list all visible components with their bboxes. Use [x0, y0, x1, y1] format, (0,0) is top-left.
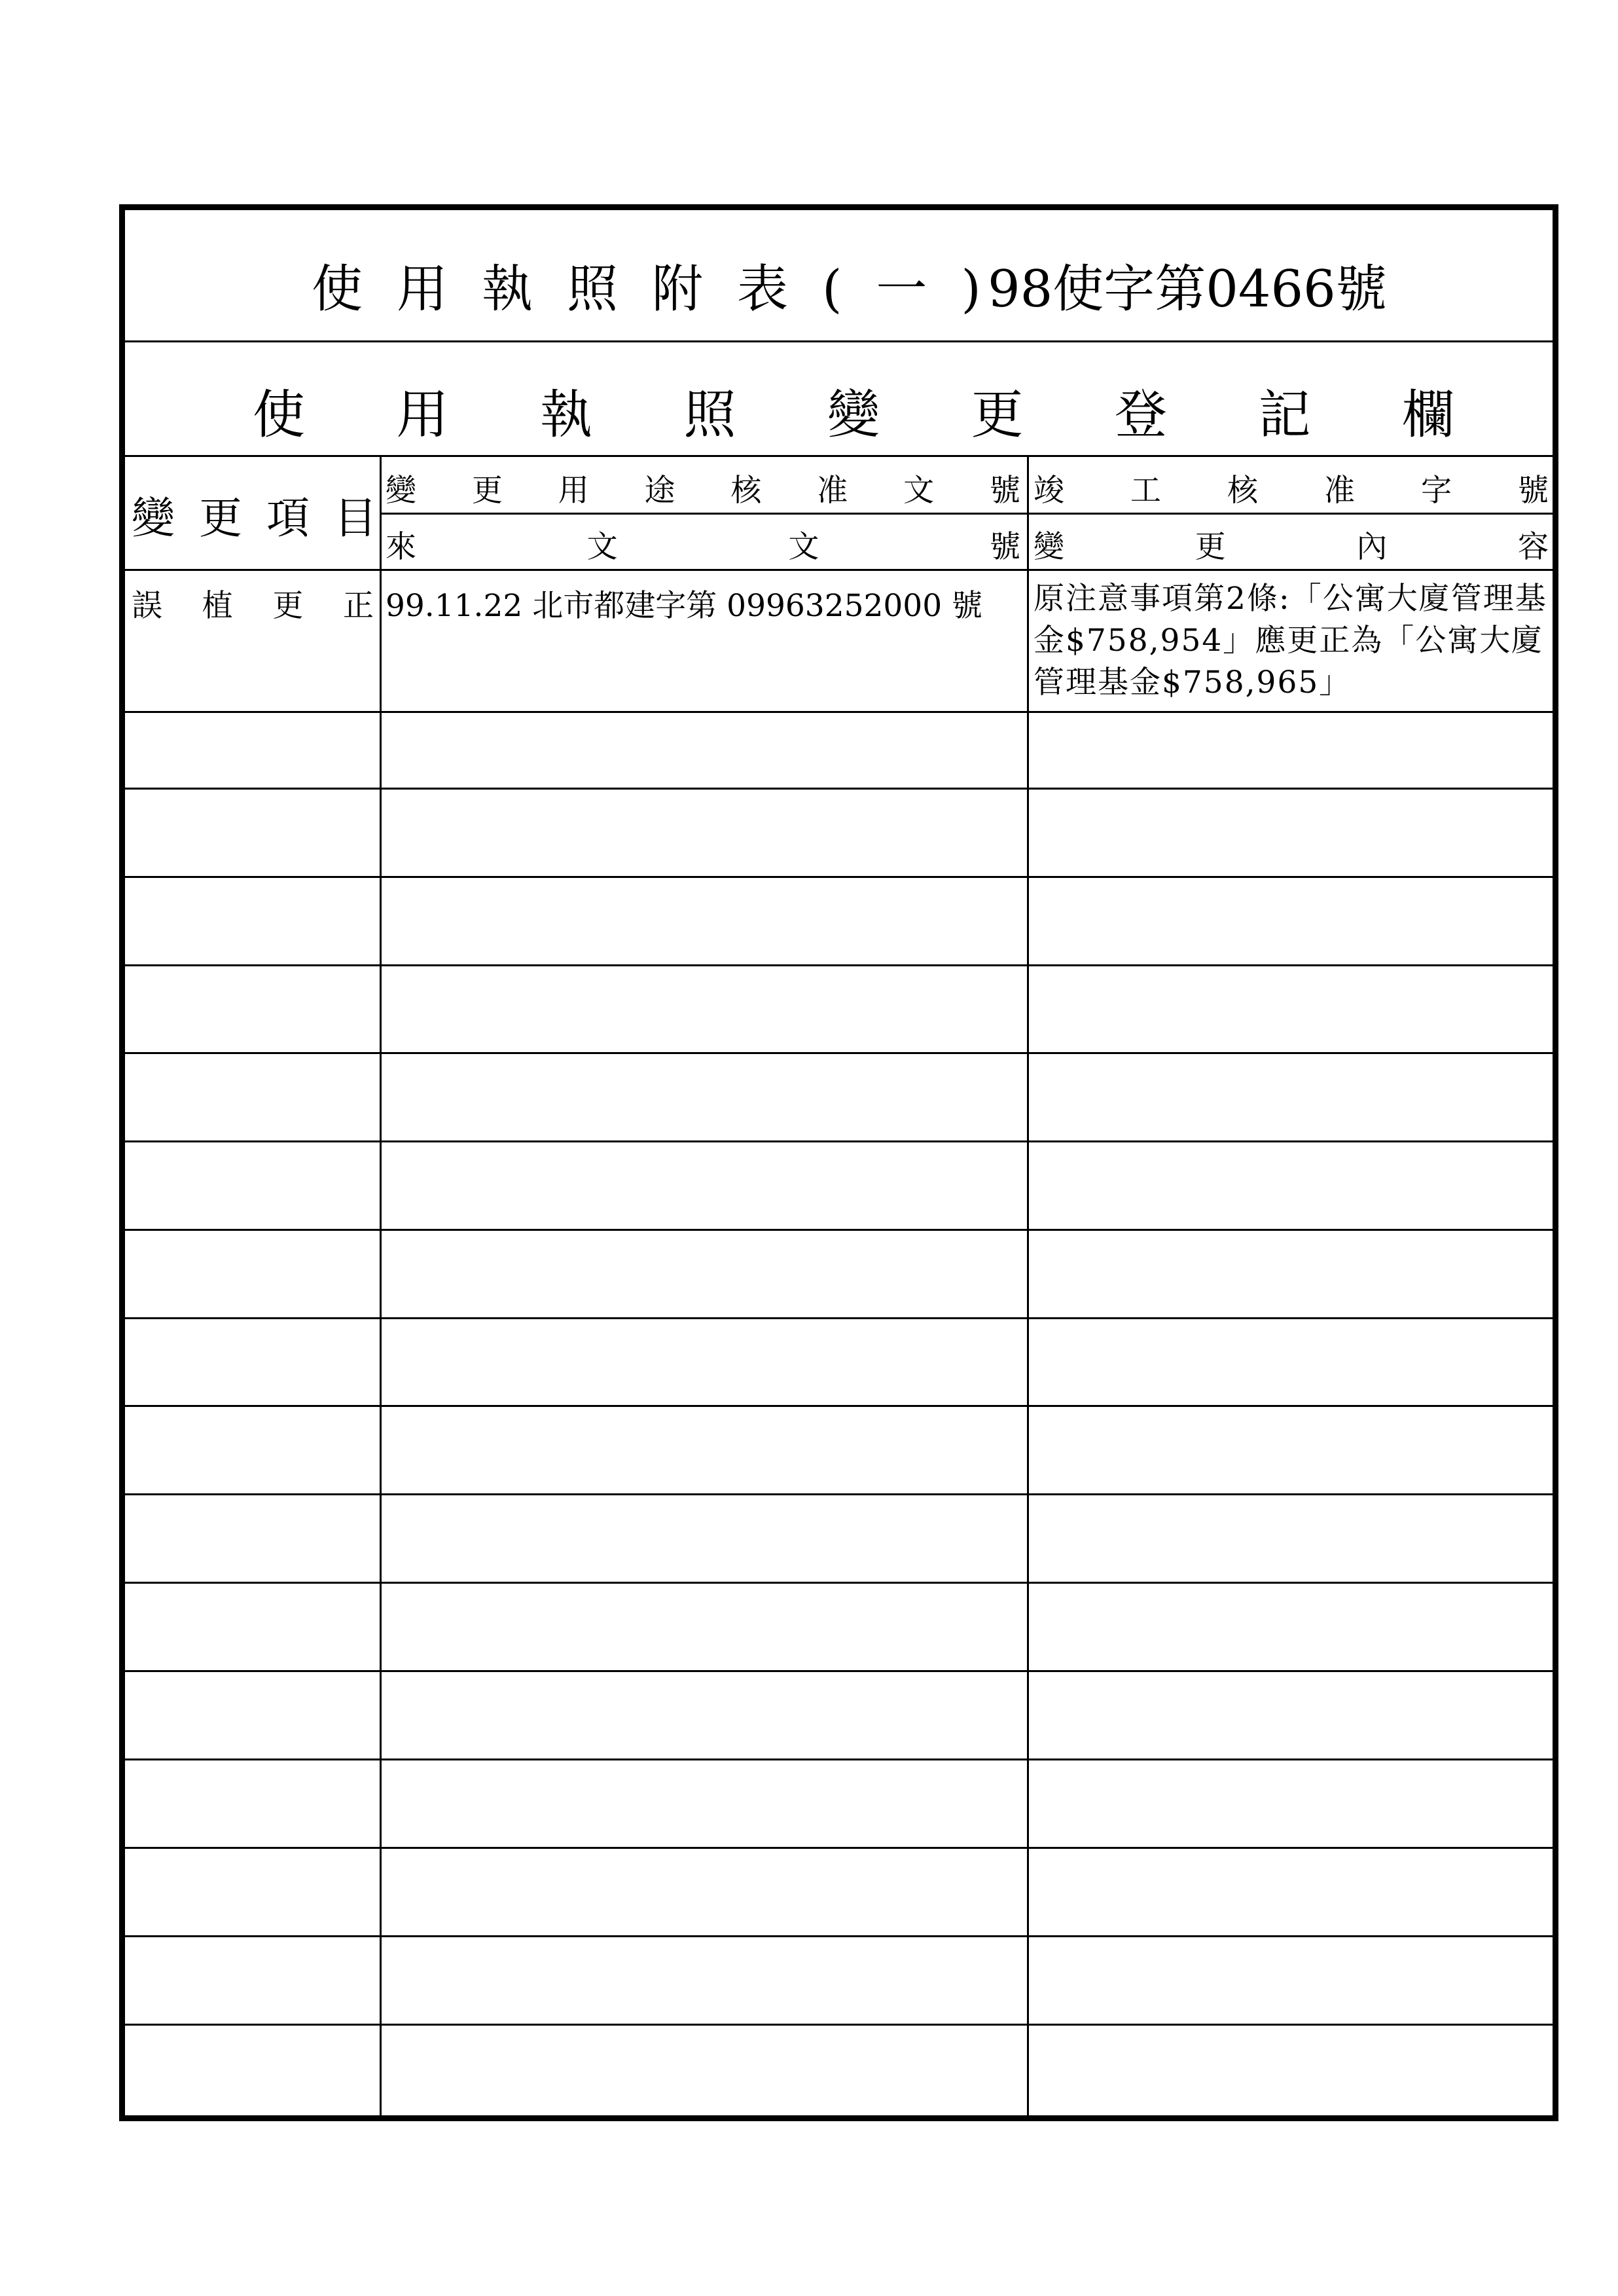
section-title [253, 373, 1454, 448]
header-char: 核 [1227, 473, 1258, 509]
change-record-table [125, 457, 1553, 2115]
section-title-char: 欄 [1402, 384, 1454, 445]
row-line [125, 1758, 1553, 1760]
header-char: 竣 [1034, 473, 1064, 509]
row-line [125, 1405, 1553, 1407]
header-incoming-doc-no [386, 522, 1020, 566]
header-char: 工 [1130, 473, 1161, 509]
header-char: 文 [788, 529, 819, 565]
header-char: 更 [199, 493, 242, 543]
header-approval-doc-no [386, 466, 1020, 510]
header-change-content [1034, 522, 1549, 566]
header-char: 項 [266, 493, 310, 543]
row-line [125, 1935, 1553, 1937]
section-title-char: 使 [253, 384, 305, 445]
header-char: 字 [1421, 473, 1452, 509]
header-char: 用 [558, 473, 589, 509]
header-char: 文 [903, 473, 935, 509]
row-line [125, 1229, 1553, 1231]
header-char: 內 [1356, 529, 1388, 565]
header-char: 變 [386, 473, 416, 509]
row-line [125, 1317, 1553, 1319]
header-change-item [132, 483, 377, 545]
section-title-char: 變 [827, 384, 880, 445]
section-title-row [125, 342, 1553, 457]
header-char: 准 [1324, 473, 1355, 509]
row-line [125, 1847, 1553, 1849]
row-line [125, 788, 1553, 790]
row-line [125, 1493, 1553, 1495]
section-title-char: 用 [396, 384, 449, 445]
header-bottom-line [125, 569, 1553, 571]
form-title: 使用執照附表(一) [312, 260, 1015, 319]
section-title-char: 記 [1258, 384, 1311, 445]
header-char: 變 [1034, 529, 1064, 565]
license-number: 98使字第0466號 [988, 260, 1387, 319]
column-divider [1027, 457, 1029, 2115]
cell-char: 正 [342, 588, 374, 624]
form-title-row [125, 210, 1553, 342]
row-doc-number: 99.11.22 北市都建字第 09963252000 號 [386, 588, 983, 624]
header-char: 文 [586, 529, 618, 565]
row-line [125, 1670, 1553, 1672]
cell-char: 更 [272, 588, 304, 624]
header-char: 途 [644, 473, 675, 509]
header-subdivider [380, 513, 1553, 515]
row-change-content: 原注意事項第2條:「公寓大廈管理基金$758,954」應更正為「公寓大廈管理基金$758,965」 [1034, 581, 1547, 701]
row-line [125, 876, 1553, 878]
header-char: 更 [471, 473, 503, 509]
header-completion-approval-no [1034, 466, 1549, 510]
header-char: 號 [989, 473, 1020, 509]
cell-char: 誤 [132, 588, 162, 624]
license-attachment-form [119, 204, 1558, 2121]
header-char: 核 [730, 473, 762, 509]
header-char: 號 [989, 529, 1020, 565]
row-line [125, 1052, 1553, 1054]
row-line [125, 964, 1553, 966]
row-line [125, 2024, 1553, 2026]
section-title-char: 登 [1115, 384, 1167, 445]
header-char: 號 [1518, 473, 1549, 509]
section-title-char: 執 [540, 384, 592, 445]
row-line [125, 711, 1553, 713]
header-char: 准 [817, 473, 848, 509]
header-char: 目 [334, 493, 377, 543]
cell-char: 植 [202, 588, 233, 624]
header-char: 更 [1195, 529, 1226, 565]
row-line [125, 1140, 1553, 1142]
row-change-item [132, 581, 374, 625]
row-line [125, 1582, 1553, 1584]
header-char: 來 [386, 529, 416, 565]
header-char: 容 [1517, 529, 1549, 565]
column-divider [380, 457, 382, 2115]
section-title-char: 照 [683, 384, 736, 445]
header-char: 變 [132, 493, 175, 543]
section-title-char: 更 [971, 384, 1024, 445]
